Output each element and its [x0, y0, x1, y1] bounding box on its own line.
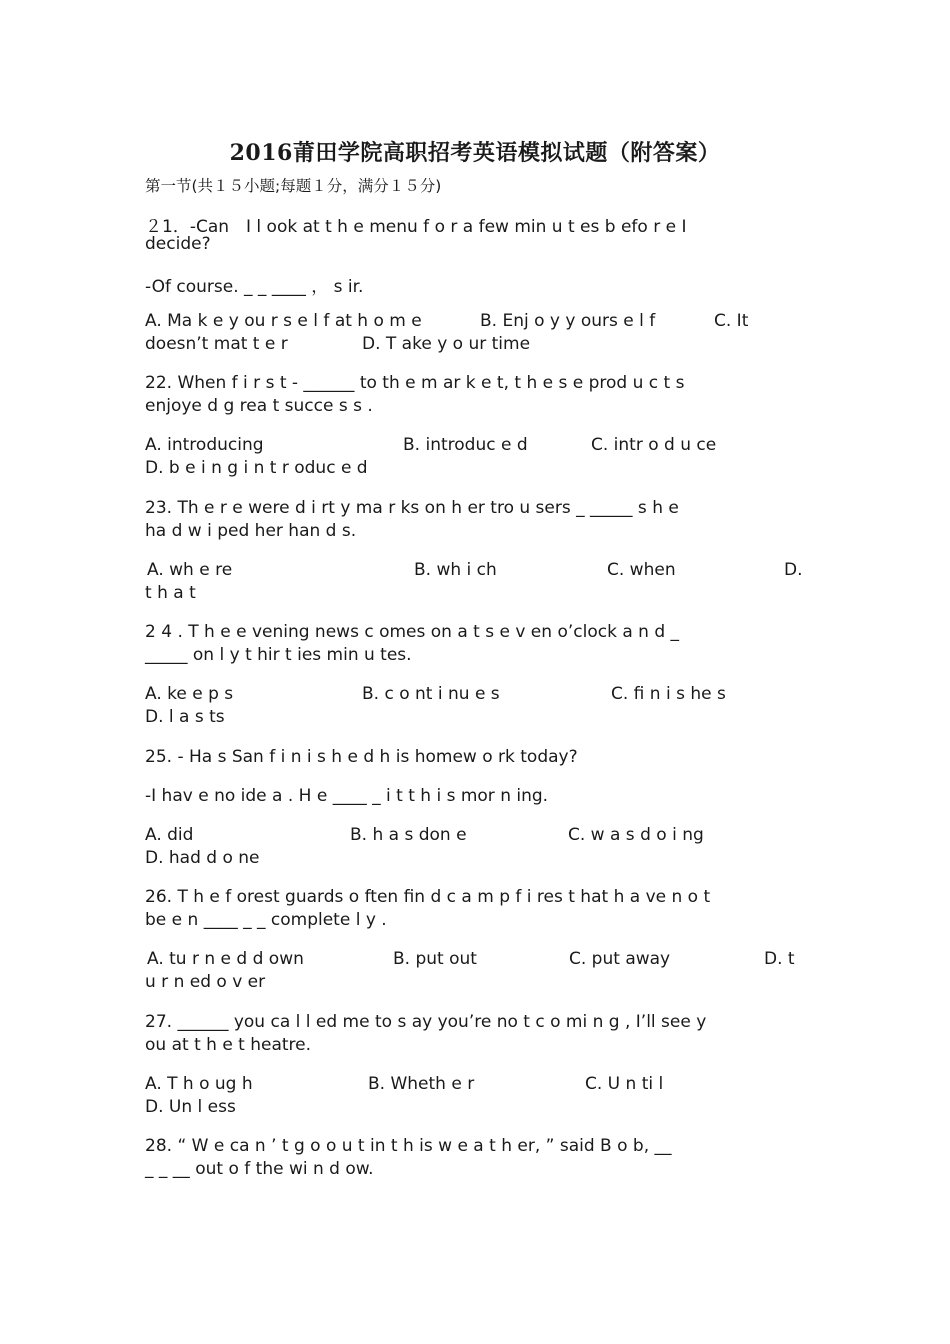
question-25-response: -I hav e no ide a . H e ____ _ i t t h i s mor n ing.	[145, 786, 549, 806]
option-21-a: A. Ma k e y ou r s e l f at h o m e	[145, 311, 422, 331]
question-28-text: 28. “ W e ca n ’ t g o o u t in t h is w e a t h er, ” said B o b, __	[145, 1136, 672, 1156]
question-26-text-cont: be e n ____ _ _ complete l y .	[145, 910, 387, 930]
option-21-c-cont: doesn’t mat t e r	[145, 334, 288, 354]
option-25-b: B. h a s don e	[350, 825, 467, 845]
option-23-c: C. when	[607, 560, 676, 580]
question-22-text: 22. When f i r s t - ______ to th e m ar k e t, t h e s e prod u c t s	[145, 373, 685, 393]
option-22-c: C. intr o d u ce	[591, 435, 717, 455]
option-22-b: B. introduc e d	[403, 435, 528, 455]
section-heading: 第一节(共１５小题;每题１分，满分１５分)	[145, 177, 442, 195]
option-22-d: D. b e i n g i n t r oduc e d	[145, 458, 368, 478]
option-26-a: A. tu r n e d d own	[147, 949, 304, 969]
option-24-c: C. fi n i s he s	[611, 684, 726, 704]
option-26-d: D. t	[764, 949, 795, 969]
question-23-text-cont: ha d w i ped her han d s.	[145, 521, 357, 541]
option-27-c: C. U n ti l	[585, 1074, 664, 1094]
option-26-d-cont: u r n ed o v er	[145, 972, 266, 992]
question-21-response: -Of course. _ _ ____ ， s ir.	[145, 277, 364, 297]
option-25-a: A. did	[145, 825, 194, 845]
question-25-text: 25. - Ha s San f i n i s h e d h is homew o rk today?	[145, 747, 578, 767]
question-27-text-cont: ou at t h e t heatre.	[145, 1035, 312, 1055]
option-21-b: B. Enj o y y ours e l f	[480, 311, 656, 331]
option-23-a: A. wh e re	[147, 560, 233, 580]
option-24-a: A. ke e p s	[145, 684, 234, 704]
option-24-b: B. c o nt i nu e s	[362, 684, 500, 704]
option-24-d: D. l a s ts	[145, 707, 225, 727]
option-23-b: B. wh i ch	[414, 560, 497, 580]
option-25-c: C. w a s d o i ng	[568, 825, 704, 845]
question-27-text: 27. ______ you ca l l ed me to s ay you’re no t c o mi n g , I’ll see y	[145, 1012, 707, 1032]
question-28-text-cont: _ _ __ out o f the wi n d ow.	[145, 1159, 374, 1179]
option-27-a: A. T h o ug h	[145, 1074, 253, 1094]
question-21-text-cont: decide?	[145, 234, 211, 254]
option-22-a: A. introducing	[145, 435, 264, 455]
option-27-d: D. Un l ess	[145, 1097, 236, 1117]
page-title: 2016莆田学院高职招考英语模拟试题（附答案）	[229, 140, 721, 166]
option-25-d: D. had d o ne	[145, 848, 260, 868]
question-22-text-cont: enjoye d g rea t succe s s .	[145, 396, 373, 416]
option-27-b: B. Wheth e r	[368, 1074, 475, 1094]
option-23-d-cont: t h a t	[145, 583, 196, 603]
question-26-text: 26. T h e f orest guards o ften fin d c a m p f i res t hat h a ve n o t	[145, 887, 711, 907]
question-24-text: 2 4 . T h e e vening news c omes on a t s e v en o’clock a n d _	[145, 622, 680, 642]
question-21-text: ２1．-Can I l ook at t h e menu f o r a few min u t es b efo r e I	[145, 217, 687, 237]
question-23-text: 23. Th e r e were d i rt y ma r ks on h er tro u sers _ _____ s h e	[145, 498, 679, 518]
question-24-text-cont: _____ on l y t hir t ies min u tes.	[145, 645, 412, 665]
option-26-c: C. put away	[569, 949, 671, 969]
option-21-c: C. It	[714, 311, 749, 331]
option-21-d: D. T ake y o ur time	[362, 334, 531, 354]
option-23-d: D.	[784, 560, 803, 580]
option-26-b: B. put out	[393, 949, 477, 969]
